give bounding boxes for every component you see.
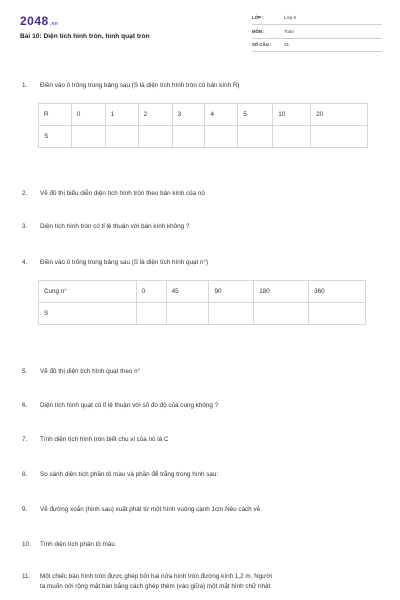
question-number: 6. (22, 402, 28, 409)
meta-label: MÔN : (252, 28, 265, 34)
table-row (39, 126, 368, 148)
table-row (39, 281, 366, 303)
table-cell: 10 (273, 104, 311, 126)
table-cell: 3 (172, 104, 205, 126)
table-cell-empty (172, 126, 205, 148)
question-text-continued: ta muốn nới rộng mặt bàn bằng cách ghép thêm (vào giữa) một mặt hình chữ nhật (40, 583, 271, 591)
table-row (39, 303, 366, 325)
table-cell: 20 (311, 104, 368, 126)
question-5 (22, 367, 140, 377)
question-number: 5. (22, 368, 28, 375)
table-cell-empty (136, 303, 166, 325)
table-cell-empty (209, 303, 254, 325)
meta-value: 21 (284, 42, 290, 47)
logo-suffix: .vn (49, 21, 59, 27)
question-text: Điền vào ô trống trong bảng sau (S là diện tích hình tròn có bán kính R) (40, 82, 240, 89)
table-cell: 5 (238, 104, 273, 126)
circle-area-table (38, 103, 368, 148)
table-cell: Cung n° (39, 281, 137, 303)
question-text: Vẽ đồ thị diện tích hình quạt theo n° (40, 368, 141, 375)
question-4 (22, 258, 208, 268)
table-cell: 45 (166, 281, 209, 303)
question-number: 8. (22, 471, 28, 478)
table-cell: 2 (138, 104, 172, 126)
table-cell-empty (71, 126, 105, 148)
table-cell-empty (309, 303, 366, 325)
question-number: 7. (22, 436, 28, 443)
table-cell: 90 (209, 281, 254, 303)
table-cell: 1 (105, 104, 138, 126)
question-2 (22, 189, 205, 199)
meta-label: LỚP : (252, 15, 264, 20)
question-9 (22, 505, 260, 515)
table-cell: 0 (136, 281, 166, 303)
table-cell-empty (254, 303, 309, 325)
table-cell: R (39, 104, 72, 126)
worksheet-meta (252, 13, 382, 54)
question-number: 4. (22, 259, 28, 266)
question-text: Một chiếc bàn hình tròn được ghép bởi hai nửa hình tròn đường kính 1,2 m. Người (40, 573, 272, 580)
table-cell-empty (105, 126, 138, 148)
table-row (39, 104, 368, 126)
meta-label: SỐ CÂU : (252, 42, 272, 47)
meta-row-class (252, 13, 382, 25)
meta-row-question-count (252, 40, 382, 52)
question-8 (22, 470, 218, 480)
worksheet-header (0, 0, 400, 62)
question-number: 10. (22, 541, 31, 548)
question-number: 11. (22, 573, 31, 580)
lesson-title: Bài 10: Diện tích hình tròn, hình quạt tròn (20, 33, 150, 40)
table-cell-empty (205, 126, 238, 148)
question-text: Vẽ đường xoắn (hình sau) xuất phát từ một hình vuông cạnh 1cm.Nêu cách vẽ (40, 506, 261, 513)
table-cell: 360 (309, 281, 366, 303)
meta-row-subject (252, 27, 382, 39)
meta-value: Lớp 9 (284, 15, 296, 20)
question-6 (22, 401, 218, 411)
question-10 (22, 540, 115, 550)
table-cell: 0 (71, 104, 105, 126)
table-cell-empty (166, 303, 209, 325)
question-1 (22, 81, 240, 91)
question-text: Diện tích hình quạt có tỉ lệ thuận với số đo độ của cung không ? (40, 402, 219, 409)
question-7 (22, 435, 168, 445)
question-number: 3. (22, 223, 28, 230)
table-cell: S (39, 303, 137, 325)
question-text: Diện tích hình tròn có tỉ lệ thuận với bán kính không ? (40, 223, 190, 230)
question-text: Tính diện tích hình tròn biết chu vi của nó là C (40, 436, 169, 443)
question-number: 2. (22, 190, 28, 197)
question-number: 9. (22, 506, 28, 513)
table-cell-empty (311, 126, 368, 148)
table-cell-empty (273, 126, 311, 148)
table-cell-empty (138, 126, 172, 148)
question-number: 1. (22, 82, 28, 89)
question-11 (22, 572, 272, 592)
table-cell: 4 (205, 104, 238, 126)
table-cell: 180 (254, 281, 309, 303)
meta-value: Toán (284, 28, 294, 34)
sector-area-table (38, 280, 366, 325)
question-text: So sánh diện tích phần tô màu và phần để trắng trong hình sau: (40, 471, 219, 478)
site-logo[interactable] (20, 14, 58, 28)
table-cell-empty (238, 126, 273, 148)
question-3 (22, 222, 189, 232)
question-text: Tính diện tích phần tô màu (40, 541, 115, 548)
question-text: Vẽ đồ thị biểu diễn diện tích hình tròn theo bán kính của nó (40, 190, 205, 197)
logo-text: 2048 (20, 14, 49, 28)
table-cell: S (39, 126, 72, 148)
question-text: Điền vào ô trống trong bảng sau (S là diện tích hình quạt n°) (40, 259, 209, 266)
